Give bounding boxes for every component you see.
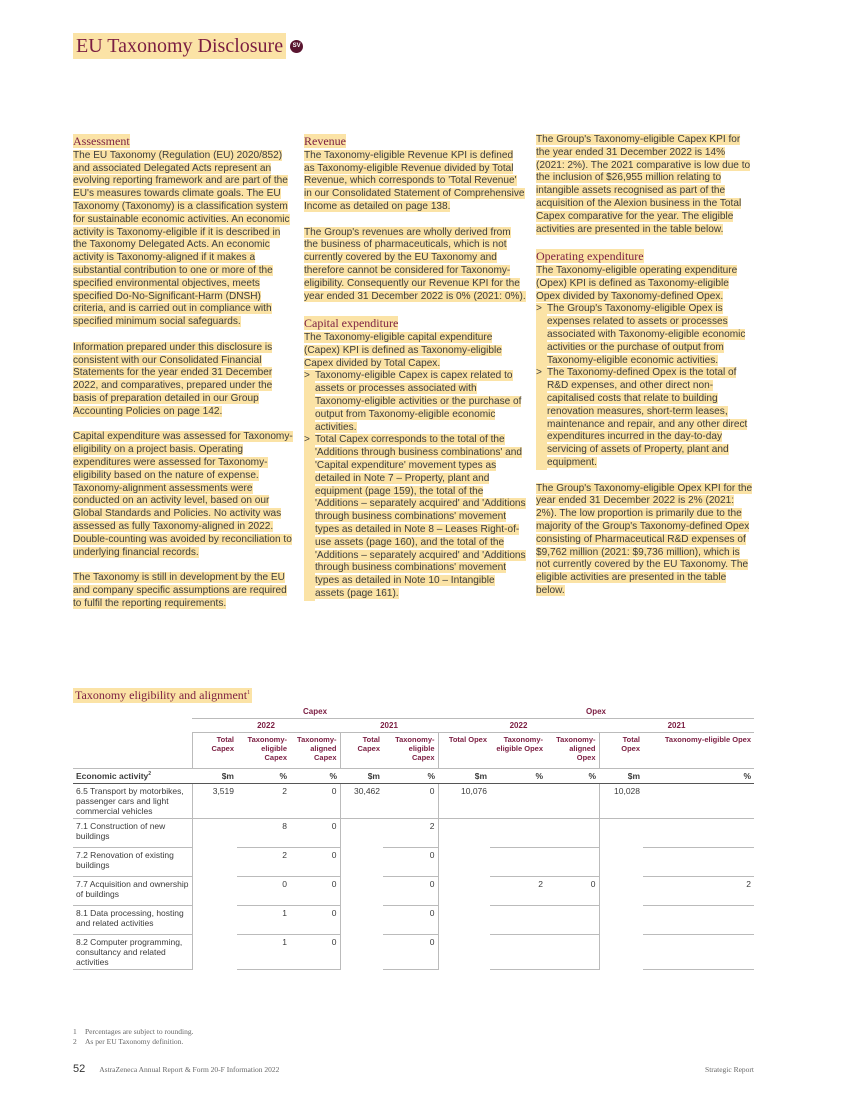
value-cell — [490, 935, 546, 970]
value-cell — [546, 784, 599, 819]
opex-paragraph: The Taxonomy-eligible operating expenditure (Opex) KPI is defined as Taxonomy-eligible Opex divided by Taxonomy-defined Opex. — [536, 264, 738, 302]
value-cell — [546, 935, 599, 970]
value-cell: 0 — [290, 877, 340, 906]
value-cell: 0 — [290, 906, 340, 935]
value-cell — [192, 848, 237, 877]
bullet-marker: > — [304, 370, 315, 434]
value-cell: 2 — [237, 848, 290, 877]
activity-cell: 6.5 Transport by motorbikes, passenger cars and light commercial vehicles — [73, 784, 192, 819]
value-cell — [643, 906, 754, 935]
table-row — [73, 848, 754, 877]
value-cell — [192, 935, 237, 970]
heading-capital-expenditure: Capital expenditure — [304, 316, 399, 331]
table-title — [73, 688, 252, 703]
year-opex-2021: 2021 — [599, 719, 754, 733]
value-cell: 30,462 — [340, 784, 383, 819]
column-header: Total Opex — [438, 733, 490, 769]
bullet-marker: > — [536, 367, 547, 469]
activity-cell: 7.7 Acquisition and ownership of buildings — [73, 877, 192, 906]
activity-footnote-ref: 2 — [148, 771, 152, 778]
opex-bullet-2-text: The Taxonomy-defined Opex is the total of R&D expenses, and other direct non-capitalised costs that relate to building renovation measures, short-term leases, maintenance and repair, and any other direct expenditures incurred in the day-to-day servicing of assets of Property, plant and equipment. — [547, 367, 748, 468]
value-cell: 2 — [237, 784, 290, 819]
column-header: Taxonomy-aligned Capex — [297, 735, 337, 762]
taxonomy-table — [73, 705, 754, 970]
column-header: Taxonomy-eligible Opex — [496, 735, 544, 753]
unit-cell: $m — [599, 769, 643, 784]
group-header-row — [73, 705, 754, 719]
opex-bullet-1 — [536, 303, 754, 367]
value-cell: 0 — [383, 935, 438, 970]
value-cell: 2 — [490, 877, 546, 906]
table-row — [73, 819, 754, 848]
capex-bullet-2-text: Total Capex corresponds to the total of the 'Additions through business combinations' and 'Capital expenditure' movement types as detailed in Note 7 – Property, plant and equipment (page 159), the total of the 'Additions – separately acquired' and 'Additions through business combinations' movement types as detailed in Note 8 – Leases Right-of-use assets (page 160), and the total of the 'Additions – separately acquired' and 'Additions through business combinations' movement types as detailed in Note 10 – Intangible assets (page 161). — [315, 434, 526, 599]
publication-name: AstraZeneca Annual Report & Form 20-F Information 2022 — [99, 1065, 280, 1074]
footnote — [73, 1037, 194, 1047]
unit-cell: % — [490, 769, 546, 784]
capex-bullet-1 — [304, 370, 526, 434]
assessment-paragraph-4: The Taxonomy is still in development by the EU and company specific assumptions are required to fulfil the reporting requirements. — [73, 572, 287, 609]
column-opex — [536, 134, 754, 610]
value-cell: 0 — [237, 877, 290, 906]
value-cell — [192, 906, 237, 935]
page-footer — [73, 1063, 754, 1075]
assessment-paragraph-2: Information prepared under this disclosure is consistent with our Consolidated Financial Statements for the year ended 31 December 2022, and comparatives, prepared under the basis of preparation detailed in our Group Accounting Policies on page 142. — [73, 341, 273, 417]
value-cell — [438, 935, 490, 970]
value-cell: 8 — [237, 819, 290, 848]
assessment-paragraph-1: The EU Taxonomy (Regulation (EU) 2020/852) and associated Delegated Acts represent an evolving reporting framework and are part of the EU's measures towards climate goals. The EU Taxonomy (Taxonomy) is a classification system for sustainable economic activities. An economic activity is Taxonomy-eligible if it is described in the Taxonomy Delegated Acts. An economic activity is Taxonomy-aligned if it makes a substantial contribution to one or more of the specified environmental objectives, meets specified Do-No-Significant-Harm (DNSH) criteria, and is carried out in compliance with specified minimum social safeguards. — [73, 149, 290, 328]
footnote-number: 1 — [73, 1027, 77, 1036]
value-cell — [340, 906, 383, 935]
group-capex: Capex — [303, 707, 328, 716]
value-cell: 0 — [290, 848, 340, 877]
opex-bullet-1-text: The Group's Taxonomy-eligible Opex is expenses related to assets or processes associated with Taxonomy-eligible economic activities or the purchase of output from Taxonomy-eligible economic activities. — [547, 303, 746, 366]
footnote-number: 2 — [73, 1037, 77, 1046]
section-name: Strategic Report — [705, 1065, 754, 1074]
heading-assessment: Assessment — [73, 134, 130, 148]
value-cell: 10,028 — [599, 784, 643, 819]
sv-badge: SV — [290, 40, 303, 53]
value-cell: 0 — [383, 784, 438, 819]
opex-bullet-2 — [536, 367, 754, 469]
value-cell — [340, 935, 383, 970]
value-cell: 0 — [383, 848, 438, 877]
column-header: Total Opex — [599, 733, 643, 769]
opex-kpi-paragraph: The Group's Taxonomy-eligible Opex KPI for the year ended 31 December 2022 is 2% (2021: 2%). The low proportion is primarily due to the majority of the Group's Taxonomy-defined Opex consisting of Pharmaceutical R&D expenses of $9,762 million (2021: $9,736 million), which is not currently covered by the EU Taxonomy. The eligible activities are presented in the table below. — [536, 482, 753, 596]
value-cell: 0 — [290, 784, 340, 819]
capex-paragraph: The Taxonomy-eligible capital expenditure (Capex) KPI is defined as Taxonomy-eligible Capex divided by Total Capex. — [304, 331, 502, 369]
year-capex-2022: 2022 — [192, 719, 340, 733]
bullet-marker: > — [536, 303, 547, 367]
value-cell — [490, 784, 546, 819]
footnote-text: Percentages are subject to rounding. — [85, 1027, 194, 1036]
footnote — [73, 1027, 194, 1037]
value-cell — [192, 877, 237, 906]
value-cell — [643, 784, 754, 819]
footnote-text: As per EU Taxonomy definition. — [85, 1037, 184, 1046]
activity-header — [73, 769, 192, 784]
activity-header-text: Economic activity — [76, 771, 149, 781]
capex-kpi-paragraph: The Group's Taxonomy-eligible Capex KPI for the year ended 31 December 2022 is 14% (2021: 2%). The 2021 comparative is low due to the inclusion of $26,955 million relating to intangible assets recognised as part of the acquisition of the Alexion business in the Total Capex comparative for the year. The eligible activities are presented in the table below. — [536, 134, 751, 235]
assessment-paragraph-3: Capital expenditure was assessed for Taxonomy-eligibility on a project basis. Operating expenditures were assessed for Taxonomy-eligibility based on the nature of expense. Taxonomy-alignment assessments were conducted on an activity level, based on our Global Standards and Policies. No activity was assessed as fully Taxonomy-aligned in 2022. Double-counting was avoided by reconciliation to underlying financial records. — [73, 431, 293, 558]
unit-cell: % — [546, 769, 599, 784]
column-header: Taxonomy-eligible Capex — [395, 735, 435, 762]
column-header: Total Capex — [192, 733, 237, 769]
value-cell — [599, 877, 643, 906]
value-cell — [490, 819, 546, 848]
year-header-row — [73, 719, 754, 733]
value-cell — [438, 906, 490, 935]
page-header — [73, 33, 303, 59]
value-cell — [599, 848, 643, 877]
value-cell — [340, 819, 383, 848]
page-title: EU Taxonomy Disclosure — [73, 33, 286, 59]
value-cell — [643, 848, 754, 877]
table-row — [73, 877, 754, 906]
year-opex-2022: 2022 — [438, 719, 599, 733]
footnotes — [73, 1027, 194, 1047]
activity-cell: 7.2 Renovation of existing buildings — [73, 848, 192, 877]
revenue-paragraph-2: The Group's revenues are wholly derived from the business of pharmaceuticals, which is not currently covered by the EU Taxonomy and therefore cannot be considered for Taxonomy-eligibility. Consequently our Revenue KPI for the year ended 31 December 2022 is 0% (2021: 0%). — [304, 226, 526, 302]
table-row — [73, 784, 754, 819]
value-cell: 0 — [383, 877, 438, 906]
value-cell: 1 — [237, 935, 290, 970]
value-cell — [438, 819, 490, 848]
value-cell — [546, 819, 599, 848]
unit-cell: $m — [340, 769, 383, 784]
heading-operating-expenditure: Operating expenditure — [536, 249, 644, 264]
activity-cell: 8.2 Computer programming, consultancy and related activities — [73, 935, 192, 970]
activity-cell: 8.1 Data processing, hosting and related activities — [73, 906, 192, 935]
value-cell: 10,076 — [438, 784, 490, 819]
unit-cell: % — [237, 769, 290, 784]
value-cell: 0 — [290, 819, 340, 848]
value-cell: 0 — [546, 877, 599, 906]
value-cell: 0 — [290, 935, 340, 970]
value-cell — [192, 819, 237, 848]
activity-cell: 7.1 Construction of new buildings — [73, 819, 192, 848]
value-cell — [340, 848, 383, 877]
value-cell — [340, 877, 383, 906]
unit-cell: $m — [192, 769, 237, 784]
unit-row — [73, 769, 754, 784]
table-title-text: Taxonomy eligibility and alignment — [75, 688, 248, 702]
column-header: Taxonomy-eligible Capex — [247, 735, 287, 762]
value-cell — [546, 906, 599, 935]
unit-cell: $m — [438, 769, 490, 784]
value-cell — [490, 848, 546, 877]
group-opex: Opex — [586, 707, 607, 716]
unit-cell: % — [643, 769, 754, 784]
value-cell: 1 — [237, 906, 290, 935]
value-cell — [643, 935, 754, 970]
page-number: 52 — [73, 1063, 86, 1075]
value-cell: 3,519 — [192, 784, 237, 819]
column-revenue-capex — [304, 134, 526, 601]
column-header: Taxonomy-eligible Opex — [664, 735, 752, 744]
revenue-paragraph-1: The Taxonomy-eligible Revenue KPI is defined as Taxonomy-eligible Revenue divided by Total Revenue, which corresponds to 'Total Revenue' in our Consolidated Statement of Comprehensive Income as detailed on page 138. — [304, 149, 525, 212]
year-capex-2021: 2021 — [340, 719, 438, 733]
column-header: Total Capex — [340, 733, 383, 769]
value-cell — [599, 819, 643, 848]
table-row — [73, 906, 754, 935]
table-title-footnote-ref: 1 — [247, 690, 251, 696]
heading-revenue: Revenue — [304, 134, 346, 148]
value-cell: 2 — [383, 819, 438, 848]
value-cell — [643, 819, 754, 848]
bullet-marker: > — [304, 434, 315, 600]
value-cell — [546, 848, 599, 877]
unit-cell: % — [290, 769, 340, 784]
value-cell — [599, 906, 643, 935]
table-row — [73, 935, 754, 970]
unit-cell: % — [383, 769, 438, 784]
capex-bullet-2 — [304, 434, 526, 600]
value-cell — [438, 848, 490, 877]
column-assessment — [73, 134, 295, 623]
subheader-row — [73, 733, 754, 769]
value-cell: 0 — [383, 906, 438, 935]
value-cell — [599, 935, 643, 970]
value-cell: 2 — [643, 877, 754, 906]
capex-bullet-1-text: Taxonomy-eligible Capex is capex related to assets or processes associated with Taxonomy-eligible activities or the purchase of output from Taxonomy-eligible economic activities. — [315, 370, 522, 433]
value-cell — [438, 877, 490, 906]
value-cell — [490, 906, 546, 935]
column-header: Taxonomy-aligned Opex — [556, 735, 596, 762]
